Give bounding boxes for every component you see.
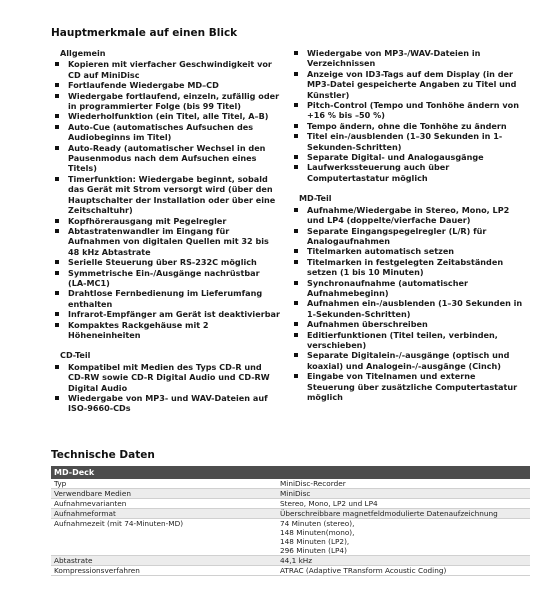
feature-item: Laufwerkssteuerung auch über Computertastatur möglich <box>293 162 525 183</box>
feature-item: Editierfunktionen (Titel teilen, verbinden, verschieben) <box>293 330 525 351</box>
spec-value: 74 Minuten (stereo), 148 Minuten(mono), 148 Minuten (LP2), 296 Minuten (LP4) <box>277 519 530 556</box>
cd-feature-list <box>54 362 280 414</box>
spec-value: MiniDisc <box>277 489 530 499</box>
feature-item: Separate Eingangspegelregler (L/R) für Analogaufnahmen <box>293 226 525 247</box>
spec-row <box>51 489 530 499</box>
feature-item: Kompatibel mit Medien des Typs CD-R und CD-RW sowie CD-R Digital Audio und CD-RW Digital Audio <box>54 362 280 393</box>
spec-label: Verwendbare Medien <box>51 489 277 499</box>
feature-item: Wiederholfunktion (ein Titel, alle Titel, A–B) <box>54 111 280 121</box>
feature-item: Symmetrische Ein-/Ausgänge nachrüstbar (LA-MC1) <box>54 268 280 289</box>
spec-label: Kompressionsverfahren <box>51 566 277 576</box>
spec-row <box>51 479 530 489</box>
cd-subheading: CD-Teil <box>60 350 91 361</box>
spec-row <box>51 519 530 556</box>
feature-item: Tempo ändern, ohne die Tonhöhe zu ändern <box>293 121 525 131</box>
general-subheading: Allgemein <box>60 48 106 58</box>
feature-item: Kopieren mit vierfacher Geschwindigkeit vor CD auf MiniDisc <box>54 59 280 80</box>
features-right-column <box>293 48 525 402</box>
feature-item: Kopfhörerausgang mit Pegelregler <box>54 216 280 226</box>
spec-label: Typ <box>51 479 277 489</box>
feature-item: Abtastratenwandler im Eingang für Aufnahmen von digitalen Quellen mit 32 bis 48 kHz Abtastrate <box>54 226 280 257</box>
feature-item: Anzeige von ID3-Tags auf dem Display (in der MP3-Datei gespeicherte Angaben zu Titel und Künstler) <box>293 69 525 100</box>
spec-row <box>51 499 530 509</box>
feature-item: Synchronaufnahme (automatischer Aufnahmebeginn) <box>293 278 525 299</box>
feature-item: Aufnahmen ein-/ausblenden (1–30 Sekunden in 1-Sekunden-Schritten) <box>293 298 525 319</box>
feature-item: Auto-Cue (automatisches Aufsuchen des Audiobeginns im Titel) <box>54 122 280 143</box>
specs-heading: Technische Daten <box>51 449 155 461</box>
feature-item: Pitch-Control (Tempo und Tonhöhe ändern von +16 % bis –50 %) <box>293 100 525 121</box>
spec-value: ATRAC (Adaptive TRansform Acoustic Coding) <box>277 566 530 576</box>
feature-item: Infrarot-Empfänger am Gerät ist deaktivierbar <box>54 309 280 319</box>
features-left-column <box>54 48 280 414</box>
spec-label: Aufnahmezeit (mit 74-Minuten-MD) <box>51 519 277 556</box>
spec-value: Überschreibbare magnetfeldmodulierte Datenaufzeichnung <box>277 509 530 519</box>
cd-feature-list-continued <box>293 48 525 183</box>
features-heading: Hauptmerkmale auf einen Blick <box>51 27 238 39</box>
feature-item: Kompaktes Rackgehäuse mit 2 Höheneinheiten <box>54 320 280 341</box>
feature-item: Wiedergabe fortlaufend, einzeln, zufällig oder in programmierter Folge (bis 99 Titel) <box>54 91 280 112</box>
md-subheading: MD-Teil <box>299 193 332 204</box>
spec-value: MiniDisc-Recorder <box>277 479 530 489</box>
feature-item: Auto-Ready (automatischer Wechsel in den Pausenmodus nach dem Aufsuchen eines Titels) <box>54 143 280 174</box>
specs-section-header: MD-Deck <box>51 466 530 479</box>
spec-label: Aufnahmeformat <box>51 509 277 519</box>
feature-item: Titelmarken automatisch setzen <box>293 246 525 256</box>
feature-item: Serielle Steuerung über RS-232C möglich <box>54 257 280 267</box>
feature-item: Titelmarken in festgelegten Zeitabständen setzen (1 bis 10 Minuten) <box>293 257 525 278</box>
feature-item: Separate Digitalein-/-ausgänge (optisch und koaxial) und Analogein-/-ausgänge (Cinch) <box>293 350 525 371</box>
specs-table <box>51 466 530 576</box>
spec-label: Aufnahmevarianten <box>51 499 277 509</box>
spec-value: 44,1 kHz <box>277 556 530 566</box>
feature-item: Titel ein-/ausblenden (1–30 Sekunden in 1-Sekunden-Schritten) <box>293 131 525 152</box>
feature-item: Separate Digital- und Analogausgänge <box>293 152 525 162</box>
feature-item: Timerfunktion: Wiedergabe beginnt, sobald das Gerät mit Strom versorgt wird (über den Hauptschalter der Installation oder über eine Zeitschaltuhr) <box>54 174 280 216</box>
feature-item: Drahtlose Fernbedienung im Lieferumfang enthalten <box>54 288 280 309</box>
feature-item: Fortlaufende Wiedergabe MD–CD <box>54 80 280 90</box>
feature-item: Wiedergabe von MP3-/WAV-Dateien in Verzeichnissen <box>293 48 525 69</box>
general-feature-list <box>54 59 280 340</box>
feature-item: Aufnahme/Wiedergabe in Stereo, Mono, LP2 und LP4 (doppelte/vierfache Dauer) <box>293 205 525 226</box>
spec-row <box>51 509 530 519</box>
spec-row <box>51 556 530 566</box>
feature-item: Wiedergabe von MP3- und WAV-Dateien auf ISO-9660-CDs <box>54 393 280 414</box>
md-feature-list <box>293 205 525 403</box>
feature-item: Eingabe von Titelnamen und externe Steuerung über zusätzliche Computertastatur möglich <box>293 371 525 402</box>
spec-row <box>51 566 530 576</box>
spec-label: Abtastrate <box>51 556 277 566</box>
spec-value: Stereo, Mono, LP2 und LP4 <box>277 499 530 509</box>
feature-item: Aufnahmen überschreiben <box>293 319 525 329</box>
